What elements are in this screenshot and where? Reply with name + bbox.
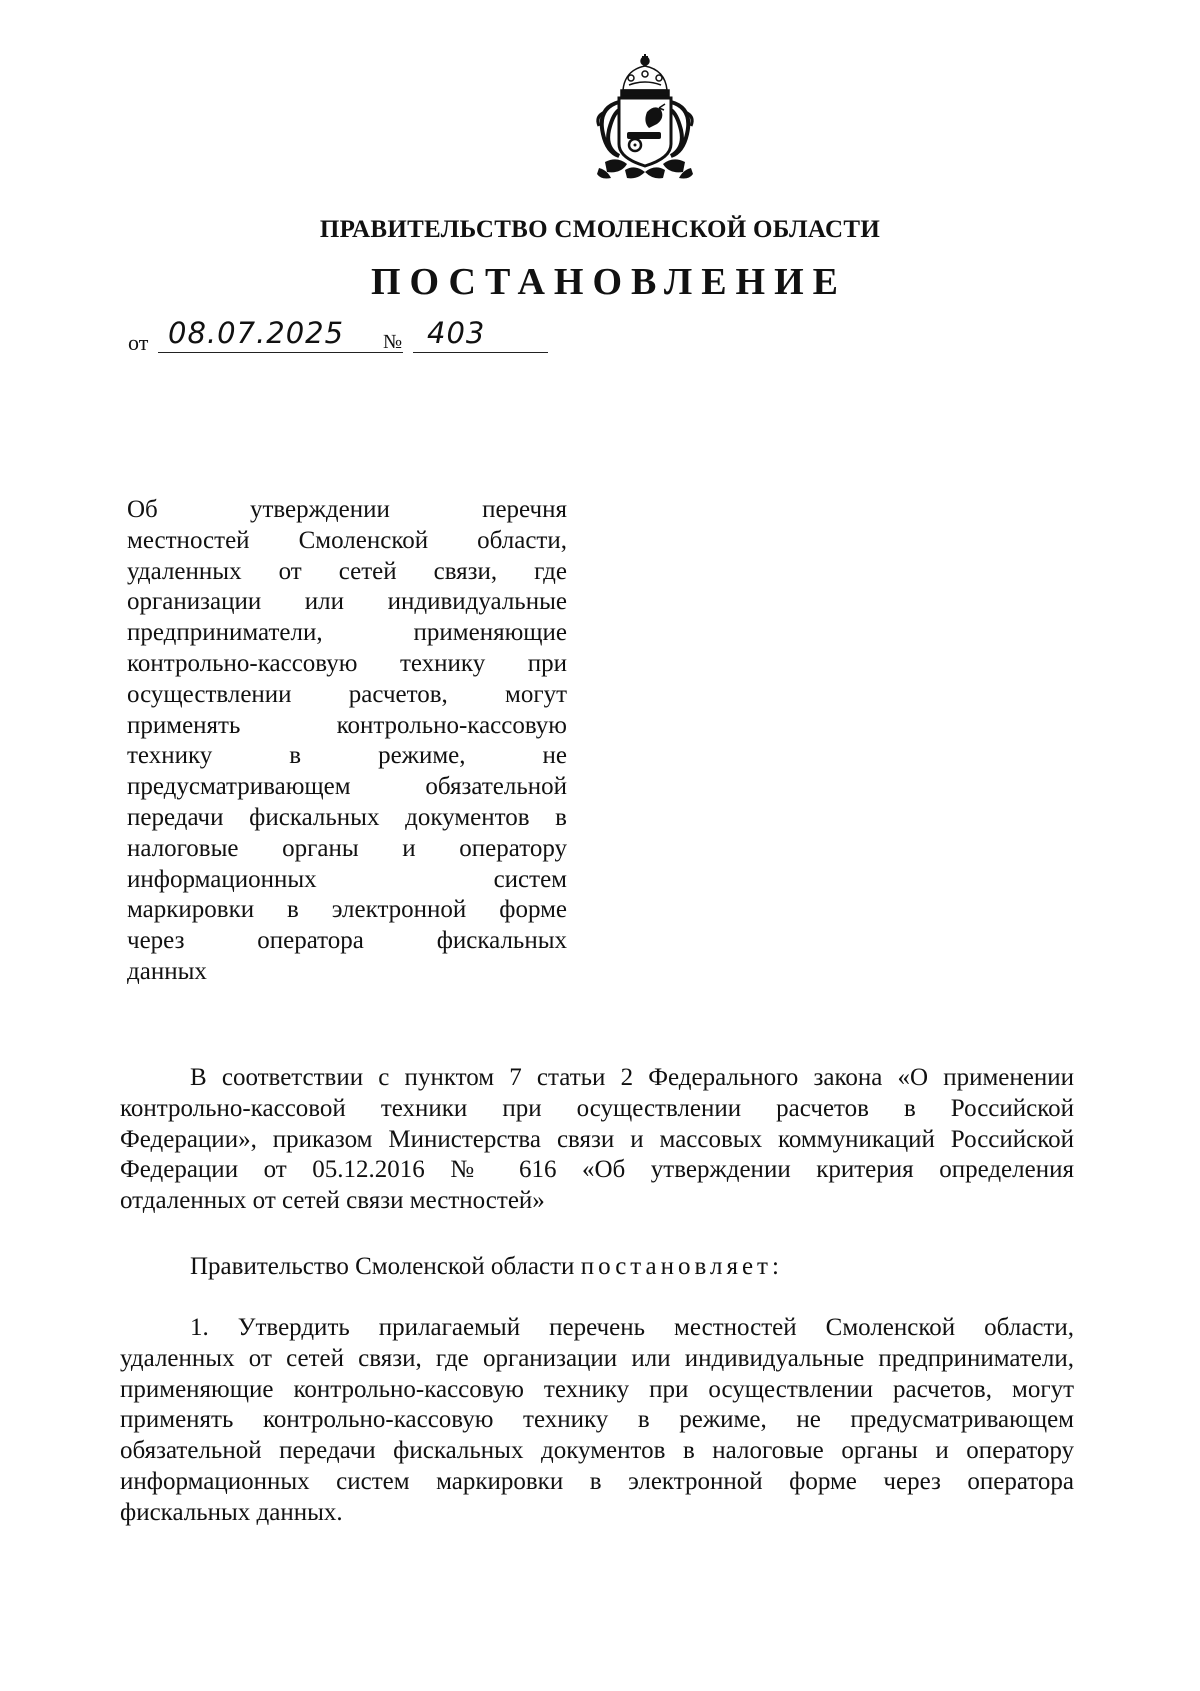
item-1-line: применяющие контрольно-кассовую технику при осуществлении расчетов, могут	[120, 1375, 1074, 1403]
resolve-line	[120, 1252, 1074, 1283]
organization-title: ПРАВИТЕЛЬСТВО СМОЛЕНСКОЙ ОБЛАСТИ	[319, 216, 881, 243]
subject-line: налоговые органы и оператору	[127, 834, 567, 862]
subject-line: удаленных от сетей связи, где	[127, 557, 567, 585]
subject-line: через оператора фискальных	[127, 927, 567, 955]
subject-line: контрольно-кассовую технику при	[127, 649, 567, 677]
preamble-line: отдаленных от сетей связи местностей»	[120, 1187, 545, 1215]
date-field	[158, 316, 403, 353]
subject-line: передачи фискальных документов в	[127, 803, 567, 831]
item-1-line: 1. Утвердить прилагаемый перечень местностей Смоленской области,	[190, 1314, 1074, 1341]
item-1-line: обязательной передачи фискальных документов в налоговые органы и оператору	[120, 1437, 1074, 1465]
subject-block	[127, 495, 567, 988]
preamble-line: В соответствии с пунктом 7 статьи 2 Федерального закона «О применении	[190, 1064, 1074, 1091]
item-1-line: удаленных от сетей связи, где организации или индивидуальные предприниматели,	[120, 1344, 1074, 1372]
subject-line: технику в режиме, не	[127, 742, 567, 770]
resolve-paragraph	[120, 1252, 1074, 1283]
number-label: №	[383, 331, 403, 353]
date-number-line	[128, 316, 568, 360]
resolve-verb: постановляет:	[580, 1253, 783, 1280]
number-field	[413, 316, 548, 353]
subject-line: применять контрольно-кассовую	[127, 711, 567, 739]
handwritten-date: 08.07.2025	[168, 316, 345, 350]
preamble-line: контрольно-кассовой техники при осуществлении расчетов в Российской	[120, 1094, 1074, 1122]
item-1-line: информационных систем маркировки в электронной форме через оператора	[120, 1467, 1074, 1495]
subject-line: осуществлении расчетов, могут	[127, 680, 567, 708]
subject-line: местностей Смоленской области,	[127, 526, 567, 554]
item-1-line: применять контрольно-кассовую технику в режиме, не предусматривающем	[120, 1406, 1074, 1434]
handwritten-number: 403	[427, 316, 486, 350]
subject-line: предусматривающем обязательной	[127, 773, 567, 801]
subject-line: маркировки в электронной форме	[127, 896, 567, 924]
preamble-line: Федерации», приказом Министерства связи и массовых коммуникаций Российской	[120, 1125, 1074, 1153]
resolve-prefix: Правительство Смоленской области	[190, 1253, 575, 1280]
subject-line: организации или индивидуальные	[127, 588, 567, 616]
document-type-title: ПОСТАНОВЛЕНИЕ	[370, 261, 848, 303]
coat-of-arms-emblem	[585, 52, 705, 187]
subject-line: данных	[127, 957, 207, 985]
item-1-paragraph	[120, 1313, 1074, 1529]
subject-line: информационных систем	[127, 865, 567, 893]
date-label: от	[128, 330, 149, 355]
preamble-line: Федерации от 05.12.2016 № 616 «Об утверждении критерия определения	[120, 1156, 1074, 1184]
subject-line: Об утверждении перечня	[127, 496, 567, 523]
subject-line: предприниматели, применяющие	[127, 619, 567, 647]
item-1-line: фискальных данных.	[120, 1498, 343, 1526]
preamble-paragraph	[120, 1063, 1074, 1217]
